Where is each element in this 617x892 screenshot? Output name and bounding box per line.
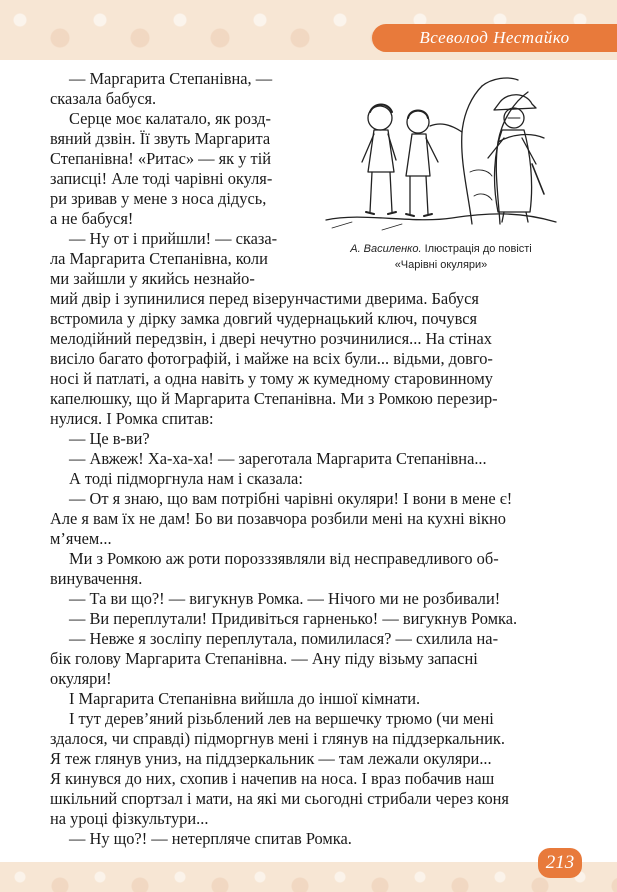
- text-line: ри зривав у мене з носа дідусь,: [50, 189, 267, 208]
- text-line: — Ну от і прийшли! — сказа-: [69, 229, 278, 248]
- caption-text: Ілюстрація до повісті: [424, 243, 532, 255]
- text-line: висіло багато фотографій, і майже на всіх були... відьми, довго-: [50, 349, 493, 368]
- text-line: бік голову Маргарита Степанівна. — Ану піду візьму запасні: [50, 649, 478, 668]
- text-line: Серце моє калатало, як розд-: [69, 109, 271, 128]
- text-line: мелодійний передзвін, і двері нечутно розчинилися... На стінах: [50, 329, 492, 348]
- text-line: а не бабуся!: [50, 209, 134, 228]
- text-line: — Та ви що?! — вигукнув Ромка. — Нічого ми не розбивали!: [69, 589, 501, 608]
- footer-ornament-band: [0, 862, 617, 892]
- text-line: вяний дзвін. Її звуть Маргарита: [50, 129, 271, 148]
- text-line: Але я вам їх не дам! Бо ви позавчора розбили мені на кухні вікно: [50, 509, 506, 528]
- text-line: здалося, чи справді) підморгнув мені і глянув на піддзеркальник.: [50, 729, 505, 748]
- text-line: — От я знаю, що вам потрібні чарівні окуляри! І вони в мене є!: [69, 489, 513, 508]
- page-number-badge: [538, 848, 582, 878]
- text-line: А тоді підморгнула нам і сказала:: [69, 469, 303, 488]
- text-line: на уроці фізкультури...: [50, 809, 209, 828]
- text-line: встромила у дірку замка довгий чудернацький ключ, почувся: [50, 309, 478, 328]
- text-line: Я теж глянув униз, на піддзеркальник — там лежали окуляри...: [50, 749, 492, 768]
- author-name: Всеволод Нестайко: [419, 28, 570, 47]
- text-line: ми зайшли у якийсь незнайо-: [50, 269, 255, 288]
- text-line: — Авжеж! Ха-ха-ха! — зареготала Маргарита Степанівна...: [69, 449, 487, 468]
- text-line: — Ну що?! — нетерпляче спитав Ромка.: [69, 829, 352, 848]
- text-line: — Ви переплутали! Придивіться гарненько! — вигукнув Ромка.: [69, 609, 518, 628]
- caption-artist: А. Василенко.: [350, 243, 422, 255]
- text-line: винувачення.: [50, 569, 143, 588]
- text-line: м’ячем...: [50, 529, 112, 548]
- text-line: записці! Але тоді чарівні окуля-: [50, 169, 273, 188]
- text-line: ла Маргарита Степанівна, коли: [50, 249, 268, 268]
- page-number: 213: [545, 852, 575, 873]
- text-line: сказала бабуся.: [50, 89, 157, 108]
- text-line: Я кинувся до них, схопив і начепив на носа. І враз побачив наш: [50, 769, 495, 788]
- illustration-caption: [322, 241, 560, 273]
- text-line: нулися. І Ромка спитав:: [50, 409, 214, 428]
- text-line: шкільний спортзал і мати, на які ми сьогодні стрибали через коня: [50, 789, 509, 808]
- caption-title: «Чарівні окуляри»: [394, 259, 488, 271]
- text-line: — Це в-ви?: [69, 429, 150, 448]
- text-line: І тут дерев’яний різьблений лев на вершечку трюмо (чи мені: [69, 709, 494, 728]
- text-line: Степанівна! «Ритас» — як у тій: [50, 149, 272, 168]
- text-line: капелюшку, що й Маргарита Степанівна. Ми з Ромкою перезир-: [50, 389, 498, 408]
- illustration: [322, 72, 560, 234]
- text-line: Ми з Ромкою аж роти порозззявляли від несправедливого об-: [69, 549, 499, 568]
- text-line: мий двір і зупинилися перед візерунчастими дверима. Бабуся: [50, 289, 479, 308]
- text-line: окуляри!: [50, 669, 112, 688]
- text-line: носі й патлаті, а одна навіть у тому ж кумедному старовинному: [50, 369, 493, 388]
- text-line: І Маргарита Степанівна вийшла до іншої кімнати.: [69, 689, 421, 708]
- text-line: — Маргарита Степанівна, —: [69, 69, 273, 88]
- text-line: — Невже я зосліпу переплутала, помилилася? — схилила на-: [69, 629, 499, 648]
